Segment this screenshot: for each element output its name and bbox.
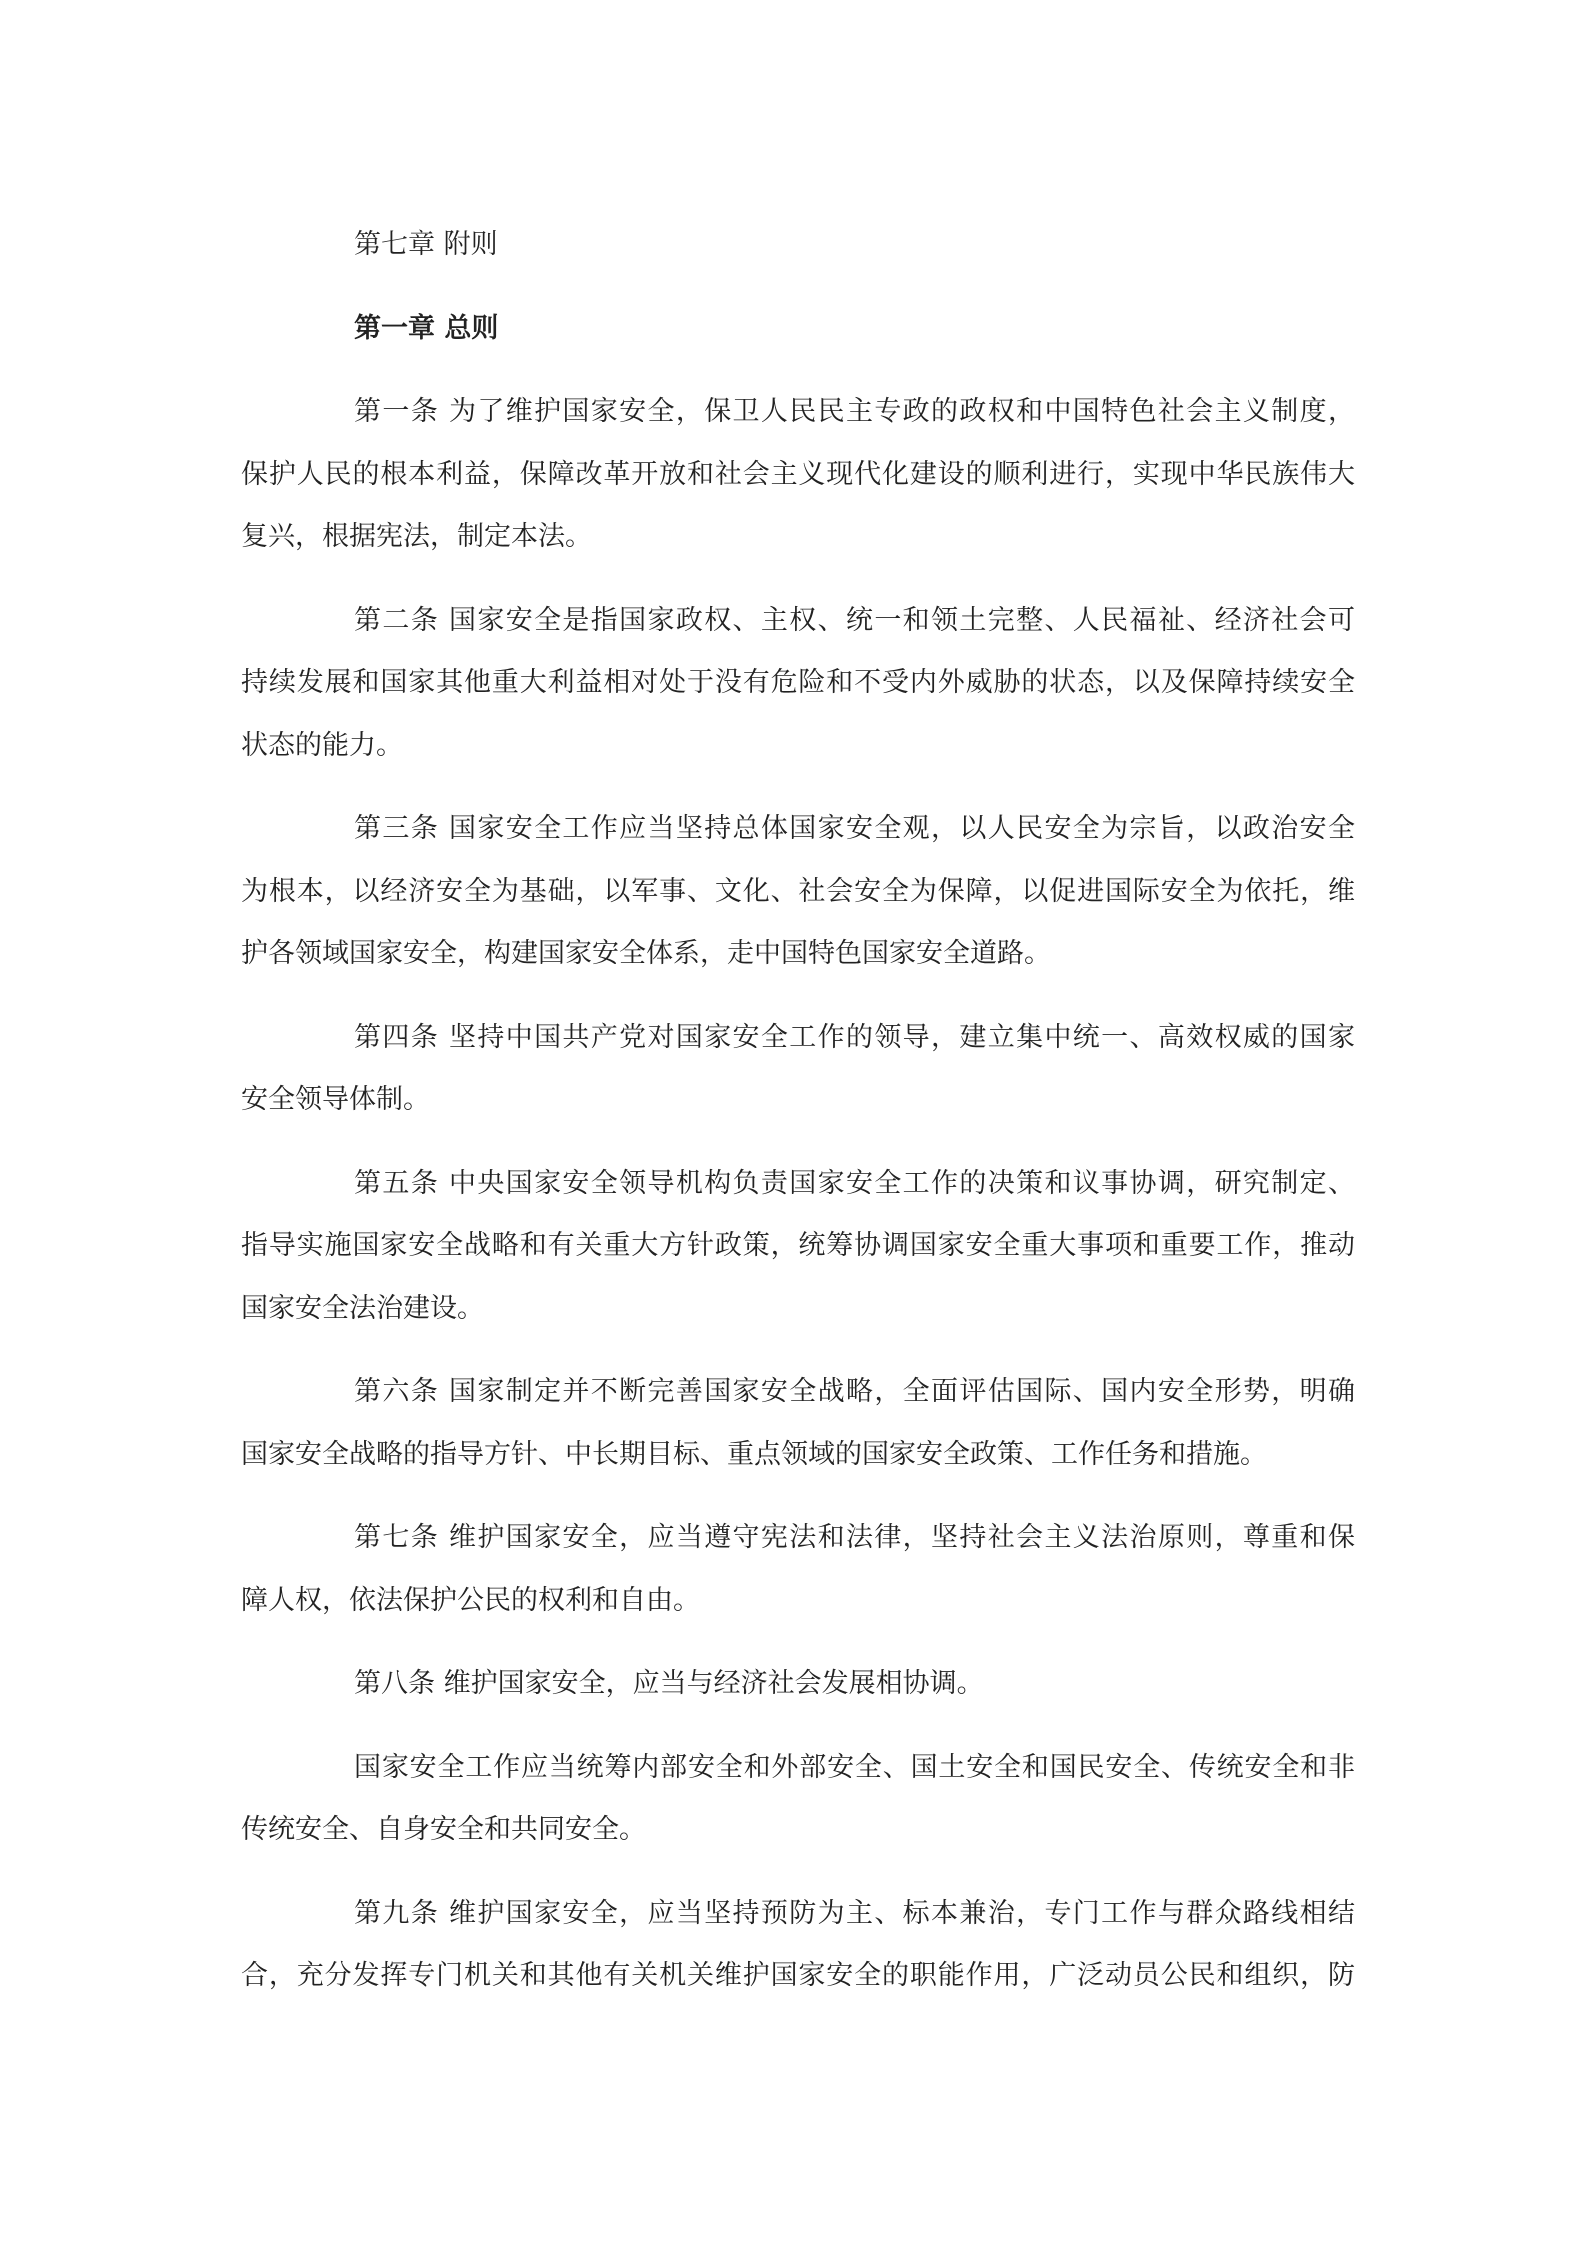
article-paragraph [241,1361,1355,1486]
article-paragraph [241,1653,1355,1716]
article-paragraph [241,798,1355,986]
text-line: 状态的能力。 [241,729,403,761]
text-line: 第八条 维护国家安全，应当与经济社会发展相协调。 [354,1668,984,1699]
text-line: 第四条 坚持中国共产党对国家安全工作的领导，建立集中统一、高效权威的国家 [354,1021,1355,1053]
text-line: 第五条 中央国家安全领导机构负责国家安全工作的决策和议事协调，研究制定、 [354,1167,1355,1199]
article-paragraph [241,1153,1355,1341]
article-paragraph [241,590,1355,778]
text-line: 国家安全法治建设。 [241,1292,484,1324]
text-line: 为根本，以经济安全为基础，以军事、文化、社会安全为保障，以促进国际安全为依托，维 [241,875,1355,907]
article-paragraph [241,381,1355,569]
article-paragraph [241,1883,1355,2008]
article-paragraph [241,1507,1355,1632]
text-line: 传统安全、自身安全和共同安全。 [241,1814,646,1845]
text-line: 第三条 国家安全工作应当坚持总体国家安全观，以人民安全为宗旨，以政治安全 [354,813,1355,844]
text-line: 合，充分发挥专门机关和其他有关机关维护国家安全的职能作用，广泛动员公民和组织，防 [241,1960,1355,1991]
text-line: 复兴，根据宪法，制定本法。 [241,521,592,552]
text-line: 国家安全战略的指导方针、中长期目标、重点领域的国家安全政策、工作任务和措施。 [241,1438,1267,1470]
text-line: 护各领域国家安全，构建国家安全体系，走中国特色国家安全道路。 [241,938,1051,969]
article-paragraph [241,1737,1355,1862]
text-line: 第二条 国家安全是指国家政权、主权、统一和领土完整、人民福祉、经济社会可 [354,604,1355,636]
text-line: 持续发展和国家其他重大利益相对处于没有危险和不受内外威胁的状态，以及保障持续安全 [241,667,1355,698]
article-paragraph [241,1007,1355,1132]
text-line: 障人权，依法保护公民的权利和自由。 [241,1584,700,1616]
text-line: 第一条 为了维护国家安全，保卫人民民主专政的政权和中国特色社会主义制度， [354,396,1355,427]
text-line: 安全领导体制。 [241,1084,430,1115]
text-line: 第六条 国家制定并不断完善国家安全战略，全面评估国际、国内安全形势，明确 [354,1376,1355,1407]
text-line: 指导实施国家安全战略和有关重大方针政策，统筹协调国家安全重大事项和重要工作，推动 [241,1230,1355,1261]
text-line: 保护人民的根本利益，保障改革开放和社会主义现代化建设的顺利进行，实现中华民族伟大 [241,458,1355,490]
document-page [241,214,1355,2029]
chapter-heading-1: 第一章 总则 [354,312,499,344]
text-line: 第七条 维护国家安全，应当遵守宪法和法律，坚持社会主义法治原则，尊重和保 [354,1522,1355,1553]
chapter-heading-7: 第七章 附则 [354,229,498,260]
text-line: 国家安全工作应当统筹内部安全和外部安全、国土安全和国民安全、传统安全和非 [354,1751,1355,1783]
text-line: 第九条 维护国家安全，应当坚持预防为主、标本兼治，专门工作与群众路线相结 [354,1897,1355,1929]
